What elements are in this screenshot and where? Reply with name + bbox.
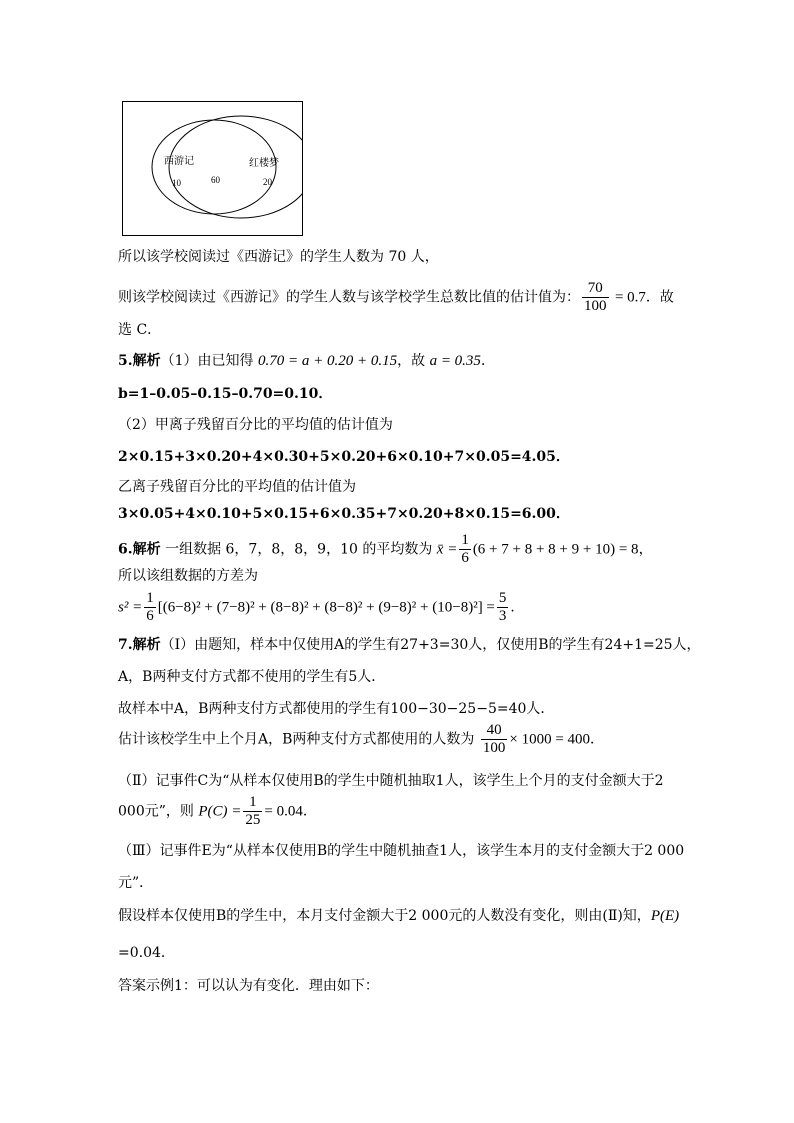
q7-text: （Ⅰ）由题知，样本中仅使用A的学生有27+3=30人，仅使用B的学生有24+1=25人， (160, 637, 701, 653)
q6-mean-expression: (6 + 7 + 8 + 8 + 9 + 10) = 8 (472, 541, 639, 558)
venn-diagram-figure (122, 101, 303, 236)
ratio-line (118, 280, 674, 315)
fraction-denominator: 100 (584, 298, 607, 314)
q6-label: 6.解析 (118, 541, 161, 558)
q5-line-2: b=1–0.05–0.15–0.70=0.10． (118, 386, 333, 402)
fraction-numerator: 5 (498, 590, 507, 606)
q7-line-1 (118, 635, 701, 655)
ratio-result: = 0.7 (614, 289, 646, 306)
venn-left-label: 西游记 (164, 156, 194, 167)
venn-both-value: 60 (211, 175, 220, 185)
q5-line-6: 3×0.05+4×0.10+5×0.15+6×0.35+7×0.20+8×0.15=6.00． (118, 506, 570, 522)
q7-line-5: （Ⅱ）记事件C为“从样本仅使用B的学生中随机抽取1人，该学生上个月的支付金额大于2 (118, 773, 664, 789)
q7-label: 7.解析 (118, 637, 161, 653)
q7-line-3: 故样本中A，B两种支付方式都使用的学生有100−30−25−5=40人． (118, 701, 555, 717)
fraction-numerator: 1 (461, 532, 469, 548)
fraction-numerator: 1 (146, 590, 154, 606)
q6-line-1 (118, 532, 653, 567)
q7-estimate-end: ． (590, 731, 605, 748)
probability-end: ． (302, 803, 317, 820)
q5-line-1 (118, 351, 495, 371)
fraction-1-6 (459, 532, 471, 567)
fraction-1-25 (243, 794, 262, 829)
q5-label: 5.解析 (118, 353, 161, 369)
q6-variance-line (118, 590, 524, 625)
q7-estimate-text: 估计该校学生中上个月A，B两种支付方式都使用的人数为 (118, 731, 479, 748)
answer-line: 选 C． (118, 322, 162, 338)
ratio-tail: ．故 (645, 289, 674, 306)
fraction-denominator: 6 (146, 608, 154, 624)
variance-end: ． (510, 599, 525, 616)
q7-estimate-result: × 1000 = 400 (509, 731, 591, 748)
fraction-denominator: 6 (461, 550, 469, 566)
q5-line-5: 乙离子残留百分比的平均值的估计值为 (118, 479, 356, 495)
fraction-1-6 (144, 590, 156, 625)
q7-probability-line (118, 794, 317, 829)
q7-probability-text: 000元”，则 (118, 803, 199, 820)
q7-line-2: A，B两种支付方式都不使用的学生有5人． (118, 669, 386, 685)
venn-right-label: 红楼梦 (249, 158, 279, 169)
q7-assumption-text: 假设样本仅使用B的学生中，本月支付金额大于2 000元的人数没有变化，则由(Ⅱ)知， (118, 908, 651, 924)
q7-line-7: （Ⅲ）记事件E为“从样本仅使用B的学生中随机抽查1人，该学生本月的支付金额大于2 000 (118, 843, 685, 859)
q7-line-8: 元”． (118, 875, 154, 891)
q7-line-9 (118, 906, 679, 926)
q5-result: a = 0.35 (429, 353, 481, 369)
fraction-numerator: 70 (582, 280, 609, 298)
ratio-text: 则该学校阅读过《西游记》的学生人数与该学校学生总数比值的估计值为： (118, 289, 580, 306)
venn-right-only-value: 20 (263, 177, 272, 187)
q7-estimate-line (118, 722, 604, 757)
variance-expression: [(6−8)² + (7−8)² + (8−8)² + (8−8)² + (9−8)² + (10−8)²] = (157, 599, 495, 616)
probability-result: = 0.04 (264, 803, 303, 820)
probability-e-symbol: P(E) (650, 908, 680, 924)
q5-text: （1）由已知得 (160, 353, 258, 369)
probability-symbol: P(C) = (198, 803, 242, 820)
q6-text: 一组数据 6，7，8，8，9，10 的平均数为 (165, 541, 437, 558)
q7-line-11: 答案示例1：可以认为有变化．理由如下： (118, 978, 379, 994)
fraction-numerator: 1 (243, 794, 262, 812)
q6-mean-symbol: x̄ = (436, 541, 458, 558)
fraction-numerator: 40 (481, 722, 508, 740)
venn-diagram-svg (122, 101, 303, 236)
fraction-5-3 (497, 590, 509, 625)
fraction-denominator: 25 (245, 812, 261, 828)
q7-line-10: =0.04． (118, 945, 175, 961)
q5-line-4: 2×0.15+3×0.20+4×0.30+5×0.20+6×0.10+7×0.05=4.05． (118, 449, 570, 465)
venn-left-only-value: 10 (172, 178, 181, 188)
q5-mid: ，故 (397, 353, 430, 369)
q6-end: ， (638, 541, 653, 558)
text-line: 所以该学校阅读过《西游记》的学生人数为 70 人， (118, 249, 439, 265)
q5-equation: 0.70 = a + 0.20 + 0.15 (257, 353, 398, 369)
fraction-denominator: 3 (498, 608, 507, 624)
fraction-denominator: 100 (482, 740, 506, 756)
q6-line-2: 所以该组数据的方差为 (118, 568, 258, 584)
fraction-40-100 (481, 722, 508, 757)
q5-line-3: （2）甲离子残留百分比的平均值的估计值为 (118, 417, 393, 433)
variance-symbol: s² = (118, 599, 143, 616)
fraction-70-100 (582, 280, 609, 315)
q5-end: ． (480, 353, 495, 369)
